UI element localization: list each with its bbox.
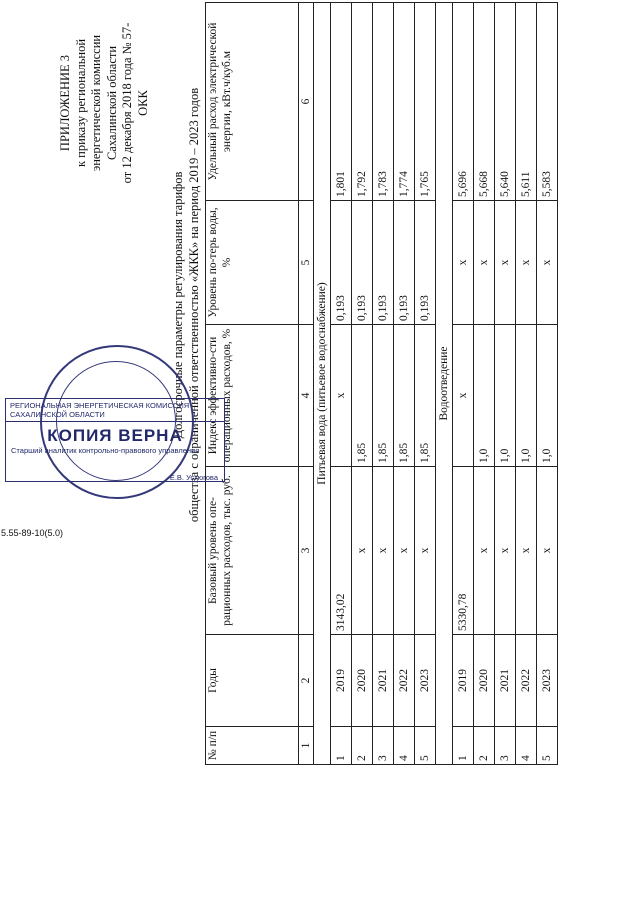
cell-num: 1	[331, 727, 352, 765]
table-row	[516, 3, 537, 765]
column-number: 6	[299, 3, 314, 201]
cell-energy: 5,640	[495, 3, 516, 201]
appendix-header	[58, 13, 152, 193]
cell-num: 5	[537, 727, 558, 765]
cell-efficiency-index: х	[331, 325, 352, 467]
cell-efficiency-index: 1,85	[373, 325, 394, 467]
table-row	[331, 3, 352, 765]
cell-num: 1	[453, 727, 474, 765]
cell-water-loss: х	[474, 201, 495, 325]
title-line-2: общества с ограниченной ответственностью «ЖКК» на период 2019 – 2023 годов	[187, 87, 201, 523]
cell-base-opex: х	[373, 467, 394, 635]
cell-water-loss: 0,193	[394, 201, 415, 325]
cell-num: 4	[516, 727, 537, 765]
tariff-parameters-table	[205, 2, 558, 765]
cell-year: 2019	[331, 635, 352, 727]
appendix-line: к приказу региональной	[73, 38, 88, 168]
section-title: Водоотведение	[436, 3, 453, 765]
column-number: 2	[299, 635, 314, 727]
cell-energy: 5,611	[516, 3, 537, 201]
table-row	[415, 3, 436, 765]
cell-water-loss: х	[537, 201, 558, 325]
column-number: 1	[299, 727, 314, 765]
header-efficiency-index: Индекс эффективно-сти операционных расходов, %	[206, 325, 299, 467]
cell-efficiency-index: х	[453, 325, 474, 467]
cell-base-opex: 5330,78	[453, 467, 474, 635]
header-num: № п/п	[206, 727, 299, 765]
cell-energy: 1,774	[394, 3, 415, 201]
cell-base-opex: 3143,02	[331, 467, 352, 635]
cell-year: 2019	[453, 635, 474, 727]
cell-water-loss: 0,193	[373, 201, 394, 325]
header-energy-consumption: Удельный расход электрической энергии, кВт.ч/куб.м	[206, 3, 299, 201]
cell-base-opex: х	[415, 467, 436, 635]
cell-base-opex: х	[352, 467, 373, 635]
cell-energy: 5,583	[537, 3, 558, 201]
cell-energy: 5,668	[474, 3, 495, 201]
cell-efficiency-index: 1,85	[352, 325, 373, 467]
cell-base-opex: х	[474, 467, 495, 635]
header-water-loss: Уровень по-терь воды, %	[206, 201, 299, 325]
cell-efficiency-index: 1,0	[495, 325, 516, 467]
table-row	[537, 3, 558, 765]
cell-efficiency-index: 1,0	[474, 325, 495, 467]
cell-base-opex: х	[516, 467, 537, 635]
cell-num: 3	[373, 727, 394, 765]
cell-base-opex: х	[495, 467, 516, 635]
table-row	[352, 3, 373, 765]
cell-base-opex: х	[537, 467, 558, 635]
section-row-drinking-water	[314, 3, 331, 765]
cell-efficiency-index: 1,0	[516, 325, 537, 467]
cell-efficiency-index: 1,85	[415, 325, 436, 467]
cell-energy: 1,783	[373, 3, 394, 201]
cell-year: 2023	[415, 635, 436, 727]
table-row	[495, 3, 516, 765]
cell-year: 2022	[516, 635, 537, 727]
stamp-signer: Е.В. Устюгова	[169, 473, 218, 482]
header-base-opex: Базовый уровень опе-рационных расходов, тыс. руб.	[206, 467, 299, 635]
stamp-position: Старший аналитик контрольно-правового управления	[11, 446, 200, 455]
cell-year: 2022	[394, 635, 415, 727]
header-year: Годы	[206, 635, 299, 727]
cell-water-loss: х	[495, 201, 516, 325]
cell-year: 2020	[474, 635, 495, 727]
cell-efficiency-index: 1,85	[394, 325, 415, 467]
cell-year: 2021	[495, 635, 516, 727]
section-row-wastewater	[436, 3, 453, 765]
cell-year: 2023	[537, 635, 558, 727]
cell-water-loss: х	[516, 201, 537, 325]
cell-water-loss: 0,193	[415, 201, 436, 325]
section-title: Питьевая вода (питьевое водоснабжение)	[314, 3, 331, 765]
table-row	[373, 3, 394, 765]
cell-energy: 5,696	[453, 3, 474, 201]
cell-num: 5	[415, 727, 436, 765]
cell-base-opex: х	[394, 467, 415, 635]
edge-code: 5.55-89-10(5.0)	[1, 528, 64, 538]
cell-num: 4	[394, 727, 415, 765]
cell-energy: 1,801	[331, 3, 352, 201]
cell-water-loss: х	[453, 201, 474, 325]
cell-num: 2	[352, 727, 373, 765]
table-header-row	[206, 3, 299, 765]
stamp-organization: РЕГИОНАЛЬНАЯ ЭНЕРГЕТИЧЕСКАЯ КОМИССИЯ САХАЛИНСКОЙ ОБЛАСТИ	[6, 399, 224, 422]
appendix-title: ПРИЛОЖЕНИЕ 3	[58, 54, 72, 152]
column-number: 3	[299, 467, 314, 635]
title-line-1: Долгосрочные параметры регулирования тарифов	[171, 171, 185, 439]
cell-water-loss: 0,193	[331, 201, 352, 325]
column-number: 5	[299, 201, 314, 325]
table-row	[394, 3, 415, 765]
stamp-certified-copy: КОПИЯ ВЕРНА	[47, 426, 183, 445]
table-row	[474, 3, 495, 765]
column-number: 4	[299, 325, 314, 467]
appendix-date: от 12 декабря 2018 года № 57-ОКК	[120, 22, 150, 184]
column-numbers-row	[299, 3, 314, 765]
cell-energy: 1,792	[352, 3, 373, 201]
cell-year: 2020	[352, 635, 373, 727]
cell-year: 2021	[373, 635, 394, 727]
appendix-line: энергетической комиссии	[89, 34, 104, 172]
cell-num: 3	[495, 727, 516, 765]
document-title	[170, 5, 202, 605]
cell-efficiency-index: 1,0	[537, 325, 558, 467]
table-row	[453, 3, 474, 765]
certified-copy-stamp	[5, 398, 225, 482]
appendix-line: Сахалинской области	[104, 45, 119, 161]
cell-energy: 1,765	[415, 3, 436, 201]
cell-water-loss: 0,193	[352, 201, 373, 325]
cell-num: 2	[474, 727, 495, 765]
